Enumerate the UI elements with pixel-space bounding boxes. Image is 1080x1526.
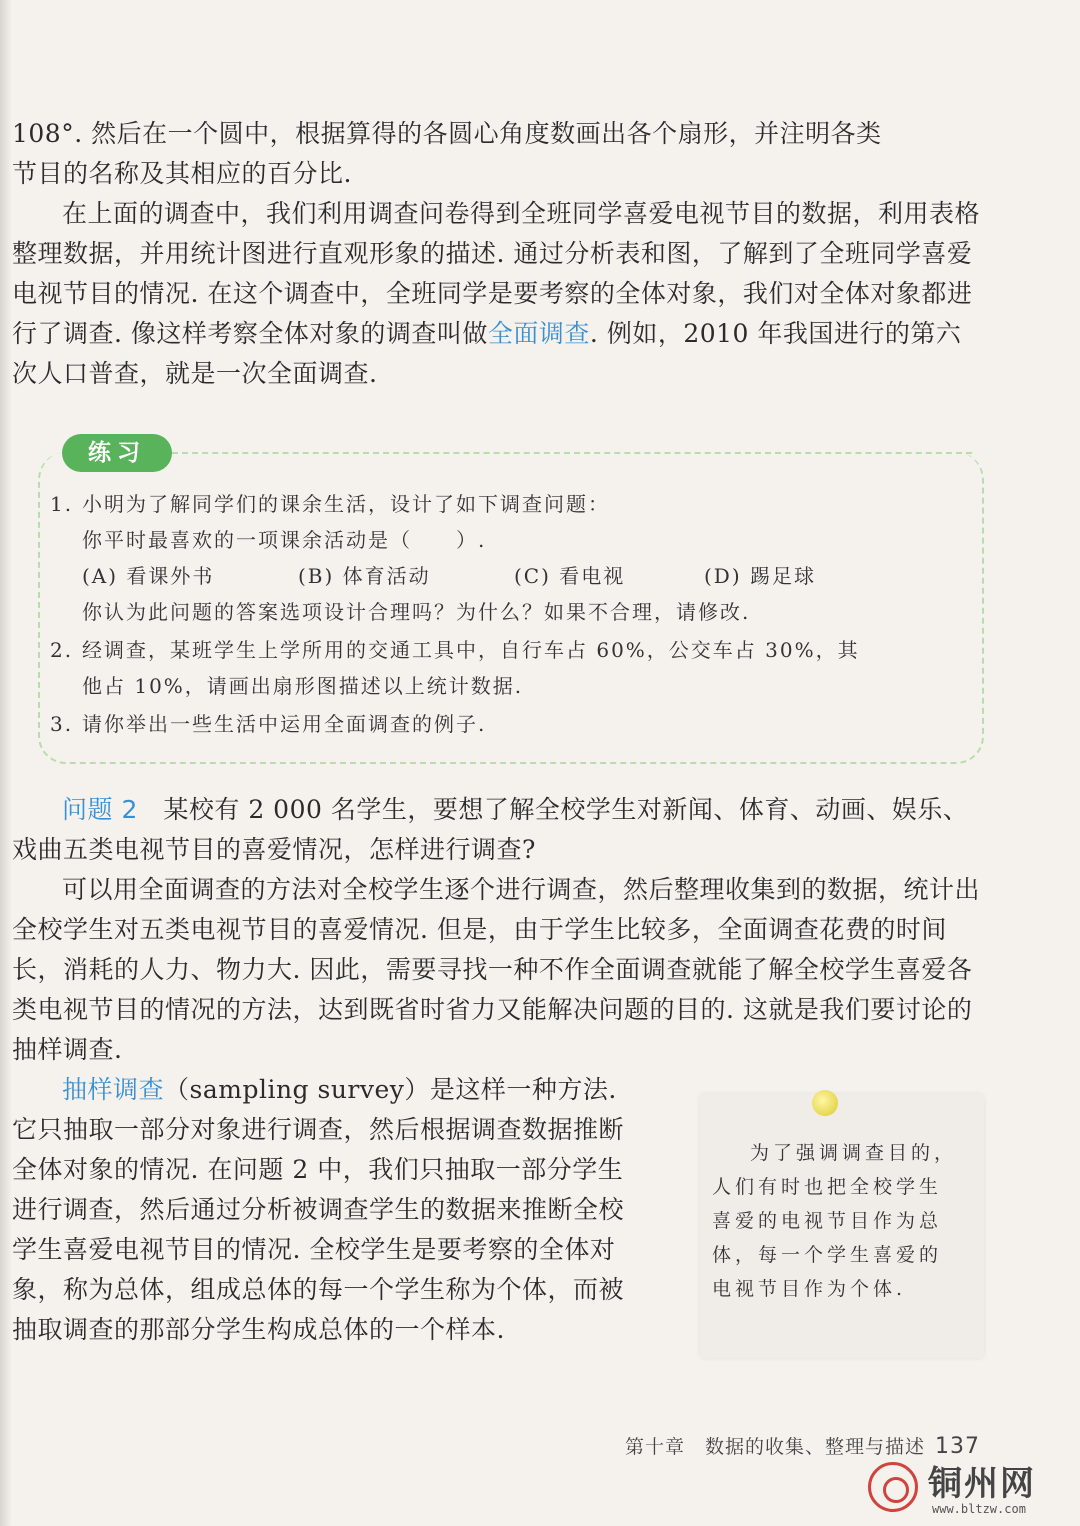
- problem-2-label: 问题 2: [62, 795, 138, 824]
- intro-line-2: 节目的名称及其相应的百分比.: [12, 159, 352, 188]
- q1-option-d: (D) 踢足球: [704, 564, 816, 588]
- sampling-definition-paragraph: [12, 1070, 634, 1350]
- problem-2-section: [12, 790, 984, 1070]
- q1-followup: 你认为此问题的答案选项设计合理吗？为什么？如果不合理，请修改.: [82, 600, 751, 624]
- q2-line-1: 经调查，某班学生上学所用的交通工具中，自行车占 60%，公交车占 30%，其: [82, 638, 860, 662]
- problem-2-text: 某校有 2 000 名学生，要想了解全校学生对新闻、体育、动画、娱乐、戏曲五类电视节目的喜爱情况，怎样进行调查?: [12, 795, 969, 864]
- watermark: [868, 1462, 1068, 1522]
- sampling-intro-paragraph: 可以用全面调查的方法对全校学生逐个进行调查，然后整理收集到的数据，统计出全校学生对五类电视节目的喜爱情况. 但是，由于学生比较多，全面调查花费的时间长，消耗的人力、物力大. 因此，需要寻找一种不作全面调查就能了解全校学生喜爱各类电视节目的情况的方法，达到既省时省力又能解决问题的目的. 这就是我们要讨论的抽样调查.: [12, 875, 981, 1064]
- problem-2: [12, 790, 984, 870]
- pin-icon: [812, 1090, 838, 1116]
- watermark-logo-icon: [868, 1462, 918, 1512]
- watermark-url: www.bltzw.com: [932, 1502, 1026, 1516]
- q1-options: [50, 558, 980, 594]
- side-note-text: 为了强调调查目的，人们有时也把全校学生喜爱的电视节目作为总体，每一个学生喜爱的电视节目作为个体.: [712, 1142, 958, 1300]
- intro-line-1: 108°. 然后在一个圆中，根据算得的各圆心角度数画出各个扇形，并注明各类: [12, 119, 882, 148]
- q2-number: 2.: [50, 638, 74, 662]
- exercise-question-1: [50, 486, 980, 630]
- q3-text: 请你举出一些生活中运用全面调查的例子.: [82, 712, 487, 736]
- q1-option-b: (B) 体育活动: [298, 564, 431, 588]
- watermark-name: 铜州网: [928, 1464, 1036, 1504]
- full-survey-text: 在上面的调查中，我们利用调查问卷得到全班同学喜爱电视节目的数据，利用表格整理数据，并用统计图进行直观形象的描述. 通过分析表和图，了解到了全班同学喜爱电视节目的情况. 在这个调查中，全班同学是要考察的全体对象，我们对全体对象都进行了调查. 像这样考察全体对象的调查叫做: [12, 199, 981, 348]
- q3-number: 3.: [50, 712, 74, 736]
- exercise-box-border: [172, 452, 972, 454]
- q2-line-2: 他占 10%，请画出扇形图描述以上统计数据.: [82, 674, 524, 698]
- q1-option-a: (A) 看课外书: [82, 564, 215, 588]
- q1-option-c: (C) 看电视: [514, 564, 626, 588]
- q1-number: 1.: [50, 492, 74, 516]
- page-number: 137: [935, 1434, 980, 1459]
- term-full-survey: 全面调查: [487, 319, 590, 348]
- full-survey-tail: . 例如，2010 年我国进行的第六次人口普查，就是一次全面调查.: [12, 319, 962, 388]
- sampling-definition: [12, 1070, 634, 1350]
- exercise-tab: 练习: [62, 434, 172, 472]
- exercise-question-2: [50, 632, 980, 704]
- sampling-definition-text: （sampling survey）是这样一种方法. 它只抽取一部分对象进行调查，然后根据调查数据推断全体对象的情况. 在问题 2 中，我们只抽取一部分学生进行调查，然后通过分析被调查学生的数据来推断全校学生喜爱电视节目的情况. 全校学生是要考察的全体对象，称为总体，组成总体的每一个学生称为个体，而被抽取调查的那部分学生构成总体的一个样本.: [12, 1075, 625, 1344]
- chapter-title: 第十章 数据的收集、整理与描述: [624, 1436, 925, 1458]
- term-sampling-survey: 抽样调查: [62, 1075, 165, 1104]
- full-survey-paragraph: [12, 194, 984, 394]
- q1-question: 你平时最喜欢的一项课余活动是（ ）.: [82, 528, 487, 552]
- q1-text: 小明为了解同学们的课余生活，设计了如下调查问题：: [82, 492, 610, 516]
- page-footer: [625, 1432, 980, 1459]
- page-edge: [0, 0, 12, 1526]
- intro-paragraph: [12, 114, 984, 394]
- exercise-question-3: [50, 706, 980, 742]
